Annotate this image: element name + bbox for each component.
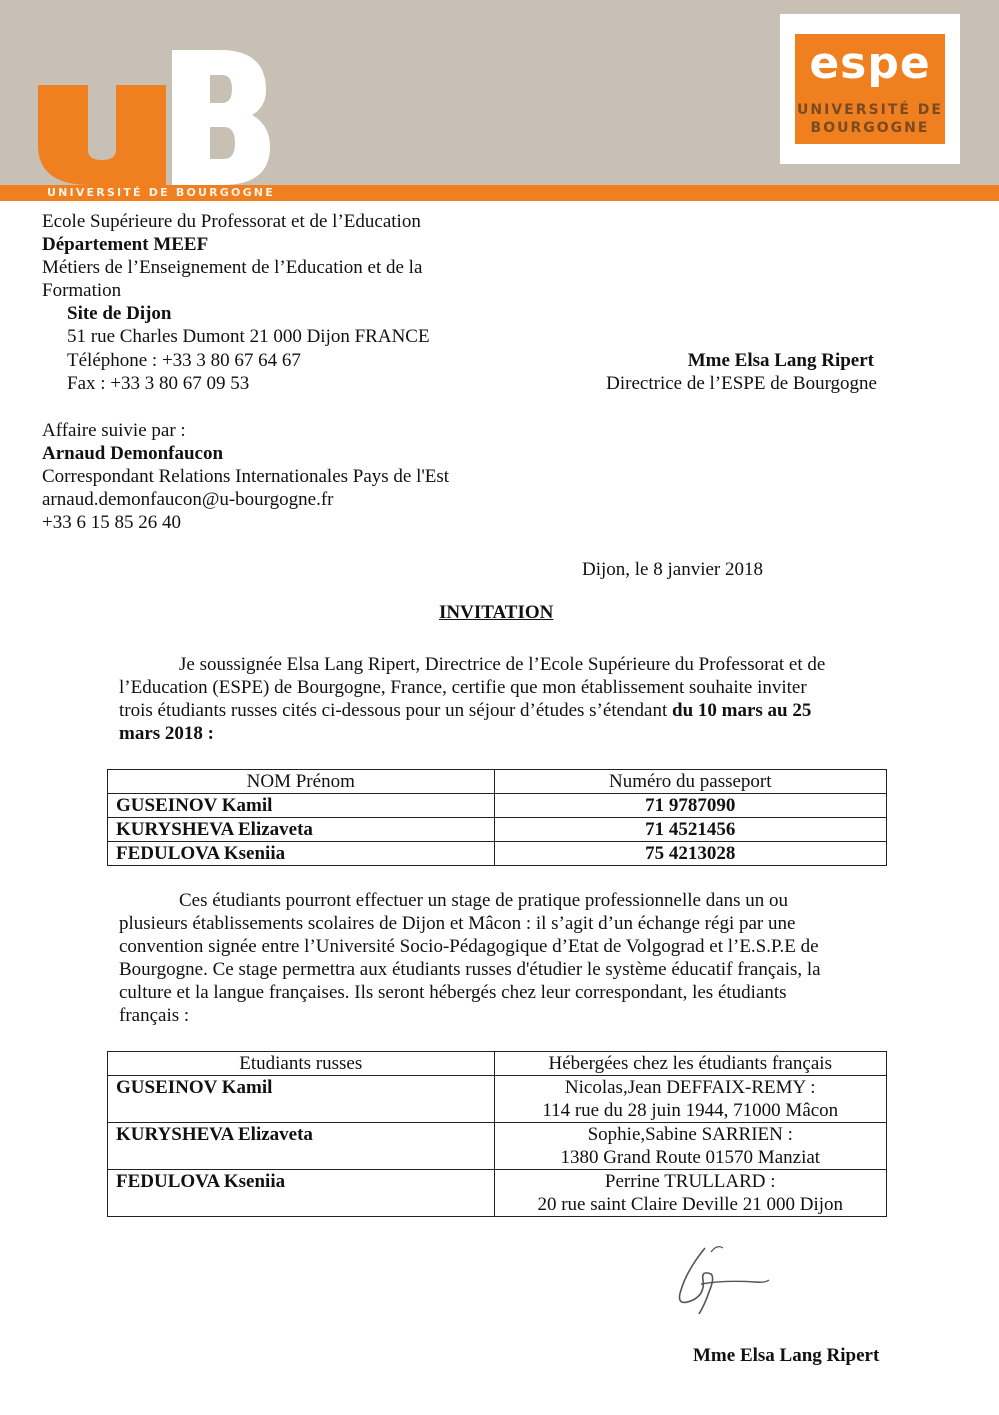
student-name: KURYSHEVA Elizaveta — [108, 818, 495, 842]
student-name: FEDULOVA Kseniia — [108, 842, 495, 866]
sender-department: Département MEEF — [42, 234, 209, 255]
table-header-row — [108, 770, 887, 794]
espe-logo-word: espe — [809, 38, 931, 89]
espe-logo-sub1: UNIVERSITÉ DE — [797, 102, 943, 118]
host-name: Sophie,Sabine SARRIEN : — [587, 1124, 793, 1145]
paragraph-2-line: Ces étudiants pourront effectuer un stage de pratique professionnelle dans un ou — [179, 890, 789, 911]
student-name: FEDULOVA Kseniia — [108, 1170, 495, 1217]
espe-logo-sub2: BOURGOGNE — [810, 120, 930, 136]
paragraph-1-line-1: Je soussignée Elsa Lang Ripert, Directrice de l’Ecole Supérieure du Professorat et de — [179, 654, 826, 675]
paragraph-1 — [119, 653, 825, 745]
followed-by-phone: +33 6 15 85 26 40 — [42, 512, 181, 533]
host-name: Perrine TRULLARD : — [604, 1171, 776, 1192]
paragraph-1-line-4: mars 2018 : — [119, 723, 214, 744]
paragraph-1-dates: du 10 mars au 25 — [672, 700, 812, 721]
followed-by-name: Arnaud Demonfaucon — [42, 443, 224, 464]
table-row — [108, 818, 887, 842]
paragraph-1-line-3 — [119, 699, 825, 722]
ub-logo-u — [38, 85, 166, 185]
sender-address: 51 rue Charles Dumont 21 000 Dijon FRANCE — [67, 326, 430, 347]
recipient-name: Mme Elsa Lang Ripert — [687, 350, 874, 371]
passport-number: 75 4213028 — [494, 842, 886, 866]
host-name: Nicolas,Jean DEFFAIX-REMY : — [564, 1077, 816, 1098]
paragraph-1-line-2: l’Education (ESPE) de Bourgogne, France, certifie que mon établissement souhaite inviter — [119, 677, 807, 698]
followed-by-email: arnaud.demonfaucon@u-bourgogne.fr — [42, 489, 334, 510]
page-title: INVITATION — [439, 602, 554, 623]
ub-logo — [30, 45, 280, 190]
handwritten-signature — [665, 1240, 775, 1320]
sender-phone: Téléphone : +33 3 80 67 64 67 — [67, 350, 301, 371]
paragraph-2-line: convention signée entre l’Université Socio-Pédagogique d’Etat de Volgograd et l’E.S.P.E de — [119, 936, 819, 957]
table-header-cell: NOM Prénom — [108, 770, 495, 794]
hosting-table — [107, 1051, 887, 1217]
table-header-row — [108, 1052, 887, 1076]
sender-school: Ecole Supérieure du Professorat et de l’Education — [42, 211, 421, 232]
paragraph-2-line: français : — [119, 1005, 190, 1026]
table-header-cell: Numéro du passeport — [494, 770, 886, 794]
signature-name: Mme Elsa Lang Ripert — [693, 1345, 880, 1366]
table-row — [108, 842, 887, 866]
paragraph-1-line-3-text: trois étudiants russes cités ci-dessous pour un séjour d’études s’étendant — [119, 700, 672, 721]
paragraph-2-line: Bourgogne. Ce stage permettra aux étudiants russes d'étudier le système éducatif français, la — [119, 959, 821, 980]
date-line: Dijon, le 8 janvier 2018 — [582, 559, 763, 580]
host-address: 20 rue saint Claire Deville 21 000 Dijon — [537, 1194, 844, 1215]
paragraph-2-line: plusieurs établissements scolaires de Dijon et Mâcon : il s’agit d’un échange régi par une — [119, 913, 796, 934]
sender-metiers-2: Formation — [42, 280, 122, 301]
passport-table — [107, 769, 887, 866]
host-cell — [494, 1170, 887, 1217]
ub-logo-b — [172, 50, 270, 185]
student-name: GUSEINOV Kamil — [108, 1076, 495, 1123]
passport-number: 71 9787090 — [494, 794, 886, 818]
espe-logo — [780, 14, 960, 164]
table-row — [108, 794, 887, 818]
sender-fax: Fax : +33 3 80 67 09 53 — [67, 373, 250, 394]
host-cell — [494, 1076, 887, 1123]
table-row — [108, 1170, 887, 1217]
sender-metiers-1: Métiers de l’Enseignement de l’Education et de la — [42, 257, 423, 278]
student-name: GUSEINOV Kamil — [108, 794, 495, 818]
sender-site: Site de Dijon — [67, 303, 172, 324]
ub-tagline: UNIVERSITÉ DE BOURGOGNE — [47, 186, 275, 199]
table-row — [108, 1123, 887, 1170]
paragraph-2-line: culture et la langue françaises. Ils seront hébergés chez leur correspondant, les étudiants — [119, 982, 787, 1003]
host-address: 1380 Grand Route 01570 Manziat — [560, 1147, 821, 1168]
paragraph-2 — [119, 889, 821, 1027]
host-cell — [494, 1123, 887, 1170]
followed-by-role: Correspondant Relations Internationales Pays de l'Est — [42, 466, 450, 487]
student-name: KURYSHEVA Elizaveta — [108, 1123, 495, 1170]
espe-logo-panel — [795, 34, 945, 144]
table-row — [108, 1076, 887, 1123]
recipient-title: Directrice de l’ESPE de Bourgogne — [606, 373, 877, 394]
followed-by-label: Affaire suivie par : — [42, 420, 186, 441]
passport-number: 71 4521456 — [494, 818, 886, 842]
table-header-cell: Etudiants russes — [108, 1052, 495, 1076]
table-header-cell: Hébergées chez les étudiants français — [494, 1052, 887, 1076]
host-address: 114 rue du 28 juin 1944, 71000 Mâcon — [542, 1100, 839, 1121]
